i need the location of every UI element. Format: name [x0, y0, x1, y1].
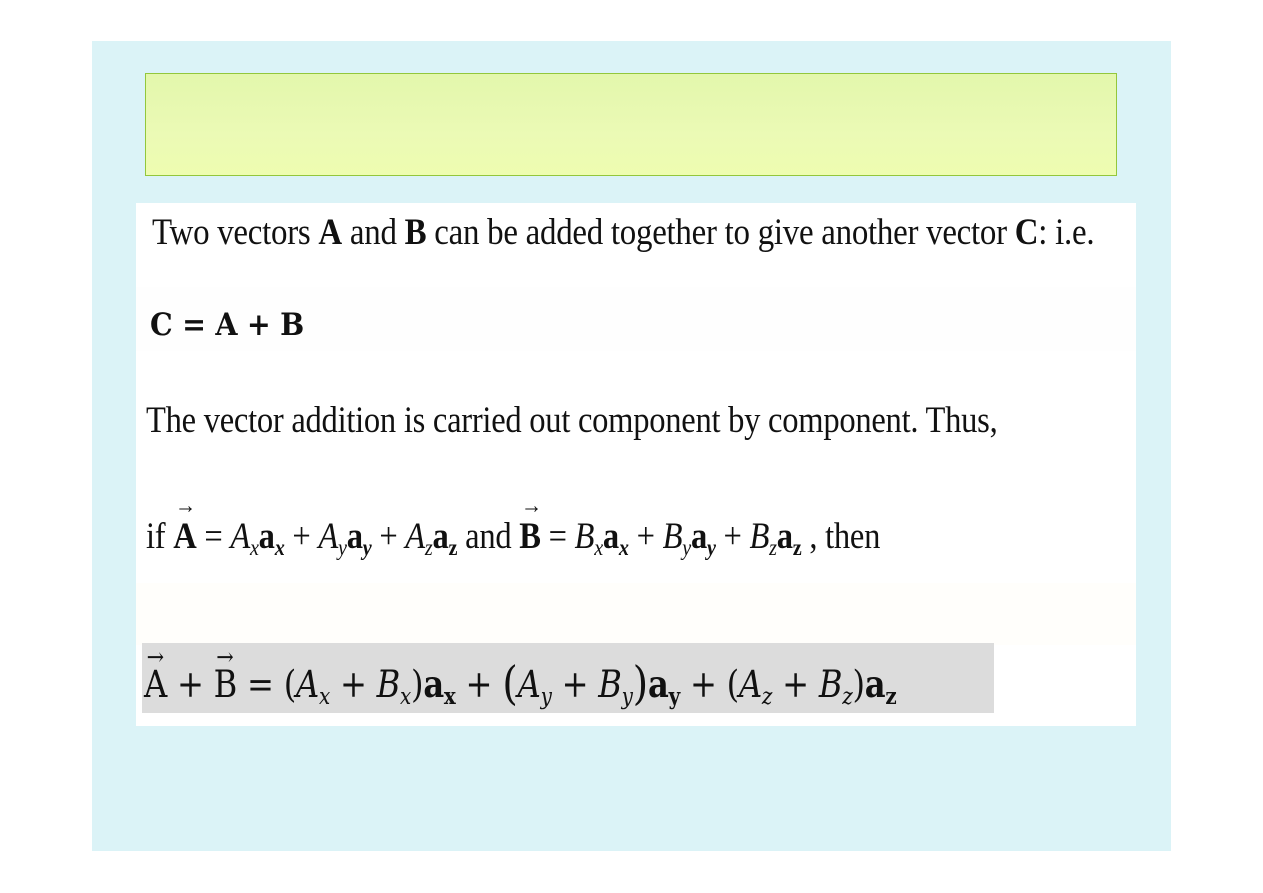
- slide: [92, 41, 1171, 851]
- content-image: [136, 203, 1136, 726]
- text-line-component-addition: The vector addition is carried out component by component. Thus,: [146, 400, 998, 441]
- equation-c-equals-a-plus-b: C = A + B: [150, 307, 304, 343]
- background-band: [136, 583, 1136, 645]
- title-placeholder[interactable]: [145, 73, 1117, 176]
- equation-vector-sum: → A + → B = (Ax + Bx)ax + (Ay + By)ay + (Az + Bz)az: [144, 654, 896, 708]
- text-line-vectors-added: Two vectors A and B can be added together to give another vector C: i.e.: [152, 212, 1095, 253]
- equation-component-definition: if → A = Axax + Ayay + Azaz and → B = Bxax + Byay + Bzaz , then: [146, 515, 880, 558]
